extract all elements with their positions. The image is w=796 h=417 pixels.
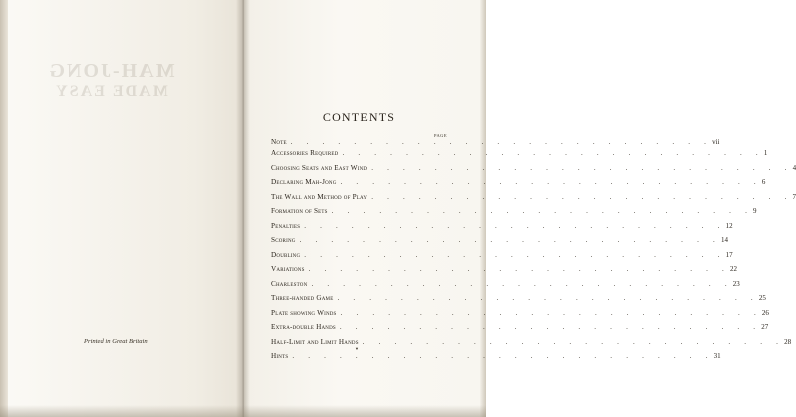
contents-title: CONTENTS [322,110,396,124]
contents-entry-page: 22 [729,265,737,273]
show-through-title [36,60,186,102]
contents-entry-page: vii [712,138,720,146]
dot-leader: . . . . . . . . . . . . . . . . . . . . . . . . . . . [337,294,759,302]
contents-entry [271,323,769,338]
book-gutter [236,0,250,417]
contents-entry-title: Accessories Required [271,149,339,157]
dot-leader: . . . . . . . . . . . . . . . . . . . . . . . . . . . [311,279,733,288]
dot-leader: . . . . . . . . . . . . . . . . . . . . . . . . . . . [292,352,714,360]
contents-entry [271,192,796,208]
contents-entry-page: 6 [761,178,766,186]
contents-entry-page: 9 [753,207,757,215]
contents-entry-page: 17 [725,250,733,259]
contents-entry-page: 12 [725,221,733,230]
contents-entry [271,236,728,251]
left-page-edge [0,0,8,417]
dot-leader: . . . . . . . . . . . . . . . . . . . . . . . . . . . [371,192,793,201]
contents-entry-title: Plate showing Winds [271,308,337,317]
contents-entry-title: Three-handed Game [271,294,334,302]
page-column-label: PAGE [434,133,447,138]
contents-entry-title: Half-Limit and Limit Hands [271,337,359,346]
contents-entry [271,265,737,280]
contents-entry-title: Note [271,138,287,146]
show-through-title-line1: MAH-JONG [47,60,175,82]
dot-leader: . . . . . . . . . . . . . . . . . . . . . . . . . . . [339,323,762,331]
contents-entry [271,163,796,179]
contents-entry-page: 27 [761,323,769,331]
contents-entry-page: 23 [732,279,740,288]
end-ornament-icon: ▼ [355,346,359,351]
contents-entry [271,138,720,149]
contents-entry-page: 26 [761,308,769,317]
contents-entry-page: 31 [713,352,721,360]
contents-entry-title: Extra-double Hands [271,323,336,331]
contents-entry-title: Formation of Sets [271,207,328,215]
contents-entry [271,178,766,193]
contents-entry-page: 14 [720,236,728,244]
contents-list [271,138,796,367]
contents-entry-page: 28 [784,337,792,346]
contents-entry-page: 7 [792,192,796,201]
contents-entry-title: Penalties [271,221,301,230]
dot-leader: . . . . . . . . . . . . . . . . . . . . . . . . . . . [371,163,793,172]
contents-entry [271,352,721,367]
contents-entry-page: 1 [763,149,768,157]
contents-entry [271,279,740,295]
dot-leader: . . . . . . . . . . . . . . . . . . . . . . . . . . . [299,236,721,244]
bottom-shadow [0,405,486,417]
contents-entry-title: Scoring [271,236,296,244]
contents-entry [271,250,733,266]
contents-entry-title: Doubling [271,250,301,259]
dot-leader: . . . . . . . . . . . . . . . . . . . . . . . . . . . [362,337,785,346]
contents-entry-page: 4 [792,163,796,172]
dot-leader: . . . . . . . . . . . . . . . . . . . . . . . . . . . [290,138,713,146]
contents-entry-title: Declaring Mah-Jong [271,178,337,186]
contents-section [271,110,796,367]
contents-entry [271,337,792,353]
contents-entry-title: Charleston [271,279,308,288]
contents-entry-title: Variations [271,265,305,273]
contents-entry [271,207,757,222]
contents-entry [271,294,766,309]
contents-entry [271,308,769,324]
dot-leader: . . . . . . . . . . . . . . . . . . . . . . . . . . . [304,221,726,230]
dot-leader: . . . . . . . . . . . . . . . . . . . . . . . . . . . [342,149,764,157]
show-through-title-line2: MADE EASY [54,83,168,100]
dot-leader: . . . . . . . . . . . . . . . . . . . . . . . . . . . [340,308,762,317]
dot-leader: . . . . . . . . . . . . . . . . . . . . . . . . . . . [340,178,762,186]
dot-leader: . . . . . . . . . . . . . . . . . . . . . . . . . . . [308,265,730,273]
contents-entry-title: The Wall and Method of Play [271,192,368,201]
dot-leader: . . . . . . . . . . . . . . . . . . . . . . . . . . . [304,250,726,259]
imprint-text: Printed in Great Britain [84,338,148,345]
contents-entry-page: 25 [758,294,766,302]
contents-entry [271,149,768,164]
contents-entry-title: Choosing Seats and East Wind [271,163,368,172]
contents-entry [271,221,733,237]
contents-entry-title: Hints [271,352,289,360]
dot-leader: . . . . . . . . . . . . . . . . . . . . . . . . . . . [331,207,754,215]
